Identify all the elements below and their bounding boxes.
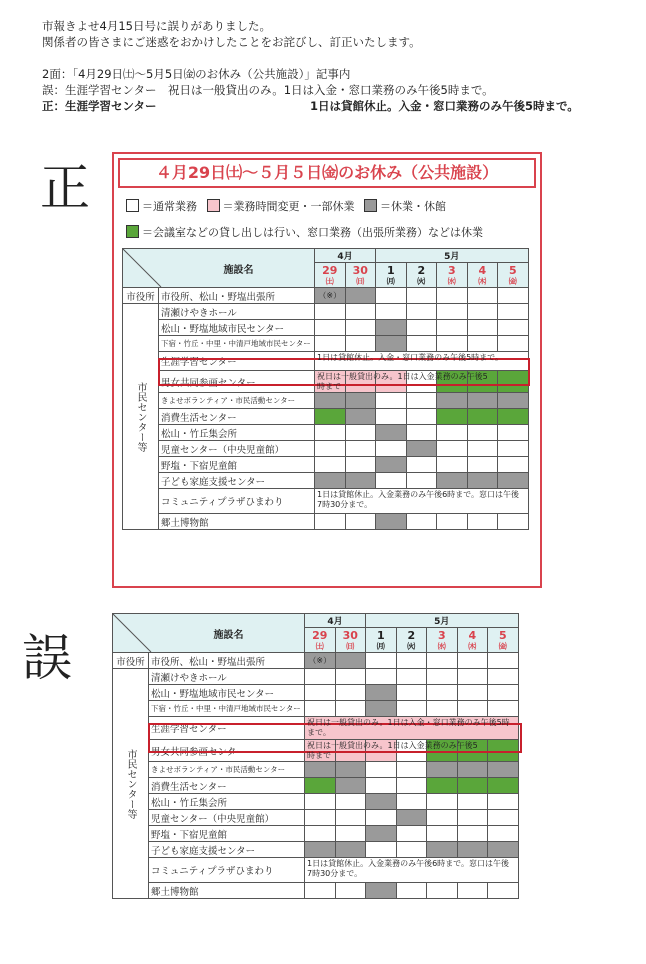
- category-cityhall: 市役所: [113, 653, 149, 669]
- day-header: 5 ㈮: [488, 628, 519, 653]
- facility-name: 生涯学習センター: [149, 717, 305, 740]
- facility-header: 施設名: [213, 629, 244, 641]
- table-corner: [123, 249, 315, 288]
- facility-name: 市役所、松山・野塩出張所: [159, 288, 315, 304]
- legend-gray-swatch: [364, 199, 377, 212]
- table-row: [123, 320, 529, 336]
- table-row: [123, 288, 529, 304]
- table-row: [123, 304, 529, 320]
- cityhall-mark: （※）: [315, 288, 346, 304]
- facility-name: きよせボランティア・市民活動センター: [149, 762, 305, 778]
- facility-name: 児童センター（中央児童館）: [149, 810, 305, 826]
- table-row: [113, 701, 519, 717]
- table-row: [123, 336, 529, 352]
- table-row: [113, 653, 519, 669]
- day-header: 30 ㈰: [335, 628, 366, 653]
- table-row: [123, 489, 529, 514]
- legend-pink-swatch: [207, 199, 220, 212]
- table-row: [123, 393, 529, 409]
- day-header: 29 ㈯: [315, 263, 346, 288]
- notice-correct-line: [42, 98, 632, 114]
- correct-label: 正: [40, 159, 90, 217]
- category-centers: 市民センター等: [113, 669, 149, 899]
- legend-row-2: [126, 224, 483, 240]
- month-may: 5月: [376, 249, 529, 263]
- day-header: 4 ㈭: [457, 628, 488, 653]
- table-row: [113, 669, 519, 685]
- correction-notice: [42, 18, 632, 114]
- gender-note-bottom: 時まで: [317, 382, 341, 391]
- legend-green-swatch: [126, 225, 139, 238]
- table-row: [113, 762, 519, 778]
- day-header: 2 ㈫: [406, 263, 437, 288]
- day-header: 4 ㈭: [467, 263, 498, 288]
- gender-note-top: 祝日は一般貸出のみ。1日は入金業務のみ午後5: [317, 372, 488, 381]
- legend-pink-text: ＝業務時間変更・一部休業: [222, 200, 355, 213]
- facility-name: 清瀬けやきホール: [149, 669, 305, 685]
- table-row: [113, 794, 519, 810]
- table-row: [123, 457, 529, 473]
- panel-title: ４月29日㈯～５月５日㈮のお休み（公共施設）: [118, 158, 536, 188]
- facility-name: 生涯学習センター: [159, 352, 315, 371]
- table-row: [123, 425, 529, 441]
- month-april: 4月: [315, 249, 376, 263]
- notice-correct-label: 正：生涯学習センター: [42, 99, 157, 113]
- facility-name: 男女共同参画センター: [149, 740, 305, 762]
- facility-name: 男女共同参画センター: [159, 371, 315, 393]
- facility-name: 郷土博物館: [149, 883, 305, 899]
- facility-name: コミュニティプラザひまわり: [159, 489, 315, 514]
- table-row: [113, 685, 519, 701]
- legend-white-text: ＝通常業務: [142, 200, 197, 213]
- facility-name: 郷土博物館: [159, 514, 315, 530]
- day-header: 3 ㈬: [427, 628, 458, 653]
- legend-row-1: [126, 198, 446, 214]
- notice-correct-text: 1日は貸館休止。入金・窓口業務のみ午後5時まで。: [310, 99, 579, 113]
- category-cityhall: 市役所: [123, 288, 159, 304]
- facility-name: 消費生活センター: [149, 778, 305, 794]
- facility-name: 子ども家庭支援センター: [149, 842, 305, 858]
- lifelong-note: 1日は貸館休止。入金・窓口業務のみ午後5時まで。: [317, 353, 504, 362]
- schedule-table-wrong: [112, 613, 519, 899]
- facility-name: 清瀬けやきホール: [159, 304, 315, 320]
- facility-name: 児童センター（中央児童館）: [159, 441, 315, 457]
- month-april: 4月: [305, 614, 366, 628]
- notice-line-2: 関係者の皆さまにご迷惑をおかけしたことをお詫びし、訂正いたします。: [42, 35, 421, 49]
- facility-name: きよせボランティア・市民活動センター: [159, 393, 315, 409]
- facility-name: 下宿・竹丘・中里・中清戸地域市民センター: [149, 701, 305, 717]
- table-row: [113, 810, 519, 826]
- schedule-table-correct: [122, 248, 529, 530]
- himawari-note: 1日は貸館休止。入金業務のみ午後6時まで。窓口は午後7時30分まで。: [317, 490, 520, 509]
- facility-name: 子ども家庭支援センター: [159, 473, 315, 489]
- wrong-label: 誤: [22, 629, 72, 687]
- category-centers: 市民センター等: [123, 304, 159, 530]
- facility-header: 施設名: [223, 264, 254, 276]
- table-row: [123, 473, 529, 489]
- notice-wrong-line: 誤：生涯学習センター 祝日は一般貸出のみ。1日は入金・窓口業務のみ午後5時まで。: [42, 83, 494, 97]
- facility-name: 野塩・下宿児童館: [159, 457, 315, 473]
- legend-green-text: ＝会議室などの貸し出しは行い、窓口業務（出張所業務）などは休業: [142, 226, 483, 239]
- table-row: [113, 842, 519, 858]
- notice-line-1: 市報きよせ4月15日号に誤りがありました。: [42, 19, 271, 33]
- table-row: [123, 409, 529, 425]
- legend-gray-text: ＝休業・休館: [380, 200, 446, 213]
- facility-name: 松山・野塩地域市民センター: [149, 685, 305, 701]
- table-row: [113, 883, 519, 899]
- day-header: 5 ㈮: [498, 263, 529, 288]
- facility-name: 市役所、松山・野塩出張所: [149, 653, 305, 669]
- table-row: [113, 858, 519, 883]
- table-row: [123, 441, 529, 457]
- day-header: 29 ㈯: [305, 628, 336, 653]
- day-header: 3 ㈬: [437, 263, 468, 288]
- facility-name: 消費生活センター: [159, 409, 315, 425]
- lifelong-note: 祝日は一般貸出のみ。1日は入金・窓口業務のみ午後5時まで。: [307, 718, 510, 737]
- table-row: [113, 826, 519, 842]
- day-header: 1 ㈪: [366, 628, 397, 653]
- month-may: 5月: [366, 614, 519, 628]
- facility-name: 松山・竹丘集会所: [149, 794, 305, 810]
- day-header: 30 ㈰: [345, 263, 376, 288]
- table-corner: [113, 614, 305, 653]
- himawari-note: 1日は貸館休止。入金業務のみ午後6時まで。窓口は午後7時30分まで。: [307, 859, 510, 878]
- gender-note-top: 祝日は一般貸出のみ。1日は入金業務のみ午後5: [307, 741, 478, 750]
- facility-name: 松山・竹丘集会所: [159, 425, 315, 441]
- table-row: [113, 778, 519, 794]
- facility-name: 松山・野塩地域市民センター: [159, 320, 315, 336]
- facility-name: 野塩・下宿児童館: [149, 826, 305, 842]
- legend-white-swatch: [126, 199, 139, 212]
- day-header: 2 ㈫: [396, 628, 427, 653]
- facility-name: コミュニティプラザひまわり: [149, 858, 305, 883]
- table-row: [123, 514, 529, 530]
- notice-line-3: 2面：「4月29日㈯～5月5日㈮のお休み（公共施設）」記事内: [42, 67, 351, 81]
- cityhall-mark: （※）: [305, 653, 336, 669]
- facility-name: 下宿・竹丘・中里・中清戸地域市民センター: [159, 336, 315, 352]
- gender-note-bottom: 時まで: [307, 751, 331, 760]
- day-header: 1 ㈪: [376, 263, 407, 288]
